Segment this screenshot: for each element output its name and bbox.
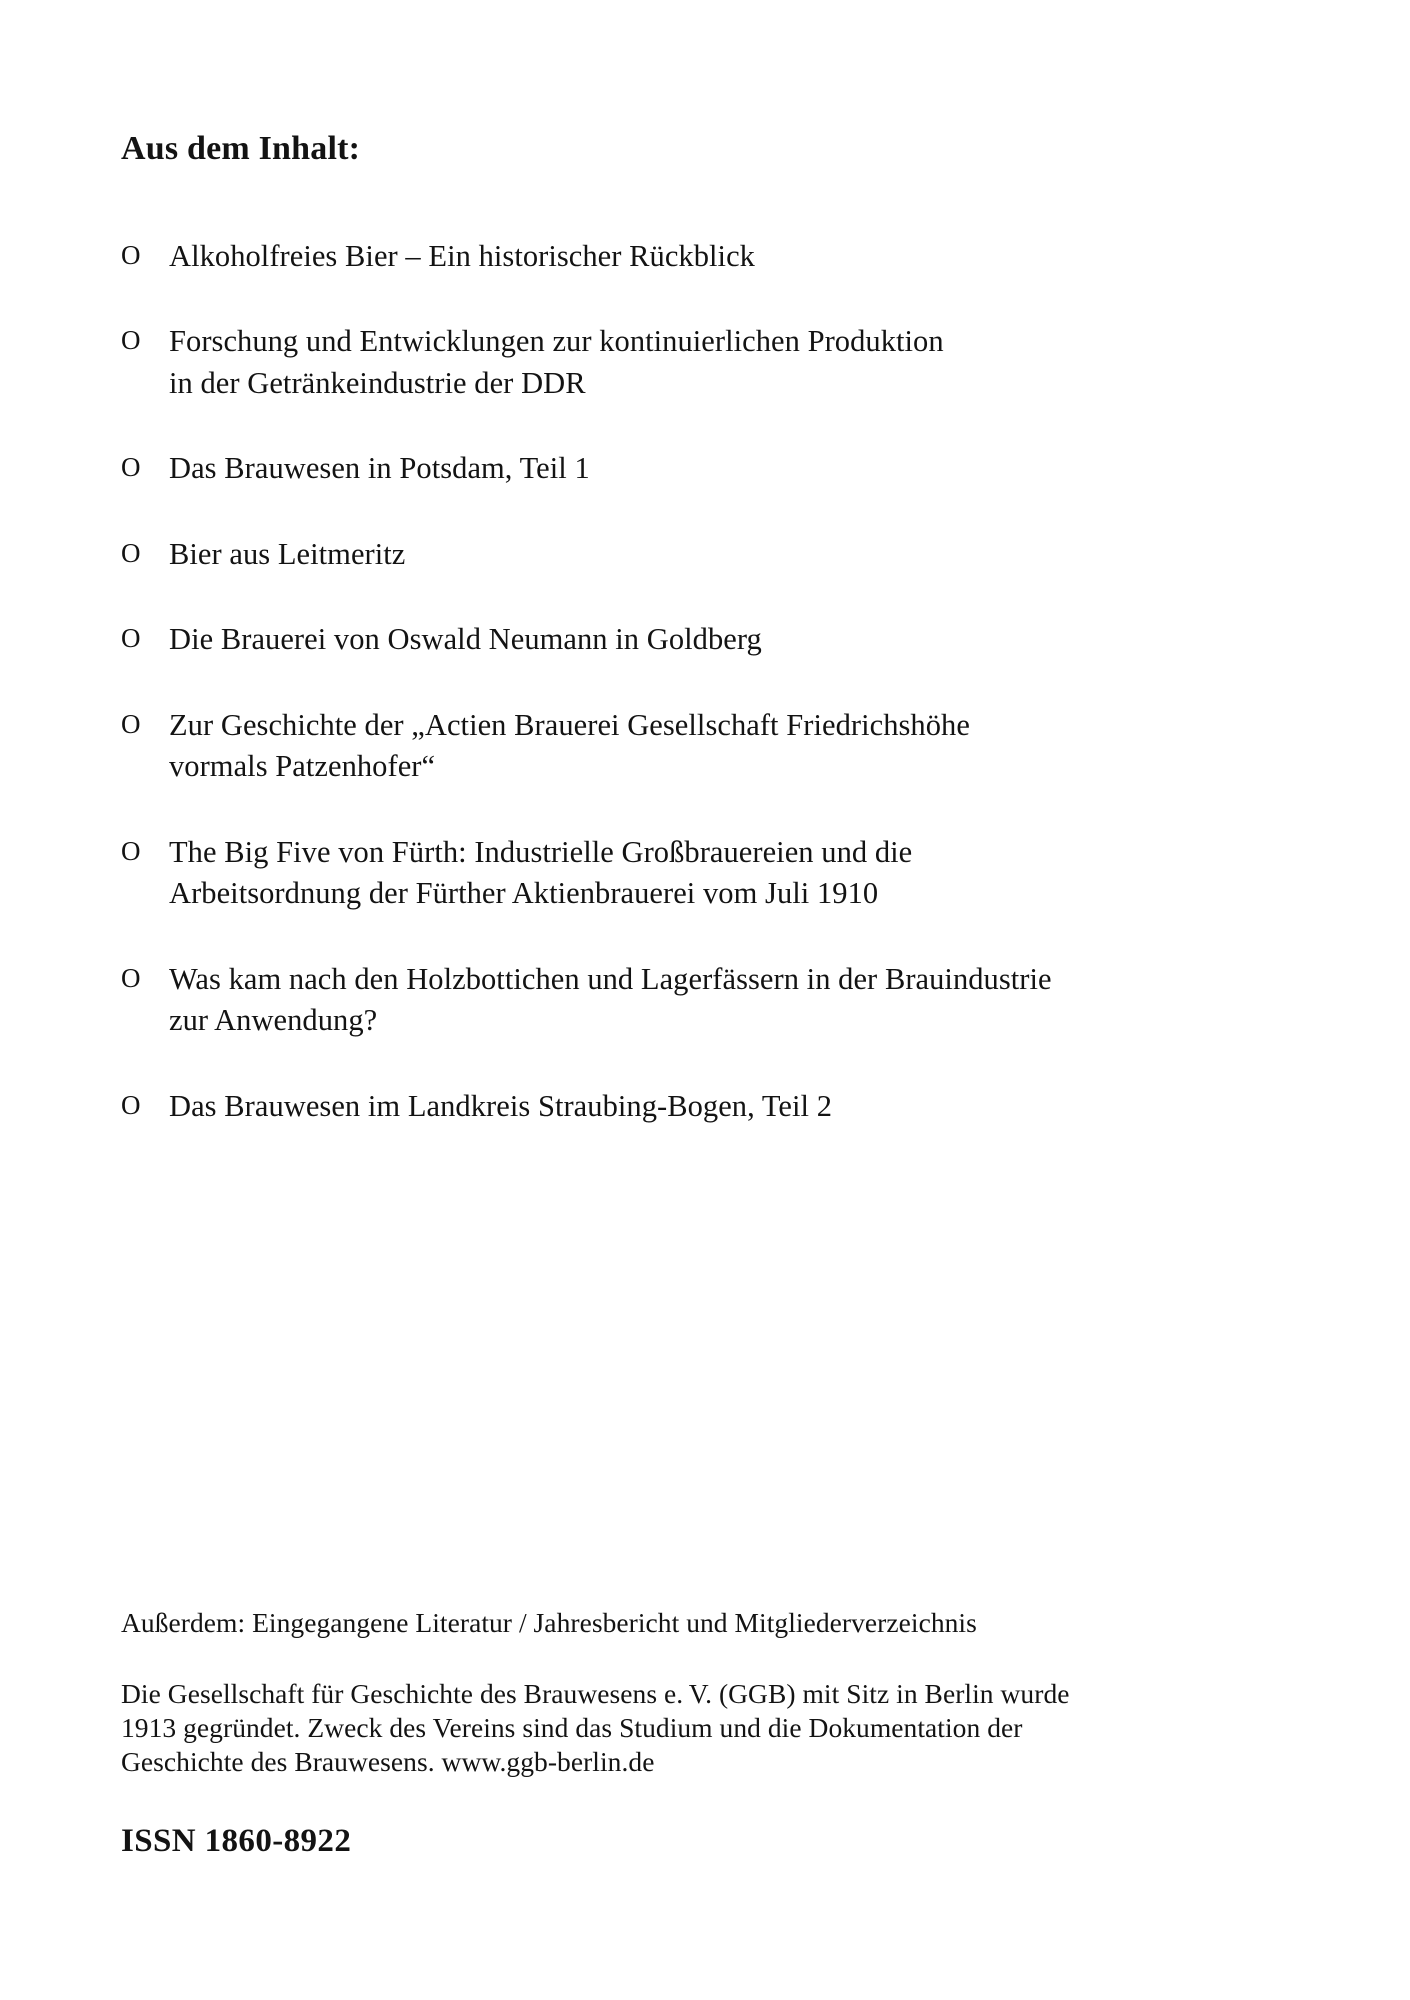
hollow-circle-bullet-icon: O bbox=[121, 1089, 141, 1120]
society-description bbox=[121, 1677, 1301, 1779]
issn-number: ISSN 1860-8922 bbox=[121, 1823, 352, 1859]
list-item bbox=[121, 832, 1301, 915]
hollow-circle-bullet-icon: O bbox=[121, 708, 141, 739]
list-item-line1: Zur Geschichte der „Actien Brauerei Gesellschaft Friedrichshöhe bbox=[169, 707, 970, 742]
hollow-circle-bullet-icon: O bbox=[121, 537, 141, 568]
list-item-line1: The Big Five von Fürth: Industrielle Großbrauereien und die bbox=[169, 834, 913, 869]
list-item bbox=[121, 448, 1301, 489]
hollow-circle-bullet-icon: O bbox=[121, 452, 141, 483]
page-title: Aus dem Inhalt: bbox=[121, 130, 361, 167]
list-item bbox=[121, 1086, 1301, 1127]
list-item-line1: Alkoholfreies Bier – Ein historischer Rückblick bbox=[169, 239, 755, 273]
society-description-line2: 1913 gegründet. Zweck des Vereins sind das Studium und die Dokumentation der bbox=[121, 1711, 1023, 1743]
hollow-circle-bullet-icon: O bbox=[121, 835, 141, 866]
list-item bbox=[121, 321, 1301, 404]
list-item-line1: Was kam nach den Holzbottichen und Lagerfässern in der Brauindustrie bbox=[169, 961, 1052, 996]
additional-contents-note: Außerdem: Eingegangene Literatur / Jahresbericht und Mitgliederverzeichnis bbox=[121, 1607, 977, 1638]
list-item bbox=[121, 534, 1301, 575]
list-item-line2: Arbeitsordnung der Fürther Aktienbrauerei vom Juli 1910 bbox=[169, 876, 879, 911]
contents-list bbox=[121, 236, 1301, 1127]
list-item bbox=[121, 705, 1301, 788]
list-item-line1: Bier aus Leitmeritz bbox=[169, 536, 406, 571]
list-item-line2: vormals Patzenhofer“ bbox=[169, 749, 436, 784]
list-item-line1: Das Brauwesen im Landkreis Straubing-Bogen, Teil 2 bbox=[169, 1088, 833, 1123]
list-item bbox=[121, 236, 1301, 277]
list-item bbox=[121, 959, 1301, 1042]
list-item-line1: Das Brauwesen in Potsdam, Teil 1 bbox=[169, 451, 590, 486]
hollow-circle-bullet-icon: O bbox=[121, 240, 141, 270]
society-description-line1: Die Gesellschaft für Geschichte des Brauwesens e. V. (GGB) mit Sitz in Berlin wurde bbox=[121, 1677, 1070, 1709]
list-item-line1: Forschung und Entwicklungen zur kontinuierlichen Produktion bbox=[169, 324, 944, 359]
list-item-line2: zur Anwendung? bbox=[169, 1003, 378, 1038]
hollow-circle-bullet-icon: O bbox=[121, 325, 141, 356]
hollow-circle-bullet-icon: O bbox=[121, 962, 141, 993]
list-item-line1: Die Brauerei von Oswald Neumann in Goldberg bbox=[169, 622, 762, 657]
list-item bbox=[121, 619, 1301, 660]
list-item-line2: in der Getränkeindustrie der DDR bbox=[169, 365, 586, 400]
hollow-circle-bullet-icon: O bbox=[121, 623, 141, 654]
footer-block bbox=[121, 1605, 1301, 1779]
society-description-line3: Geschichte des Brauwesens. www.ggb-berlin.de bbox=[121, 1745, 655, 1777]
